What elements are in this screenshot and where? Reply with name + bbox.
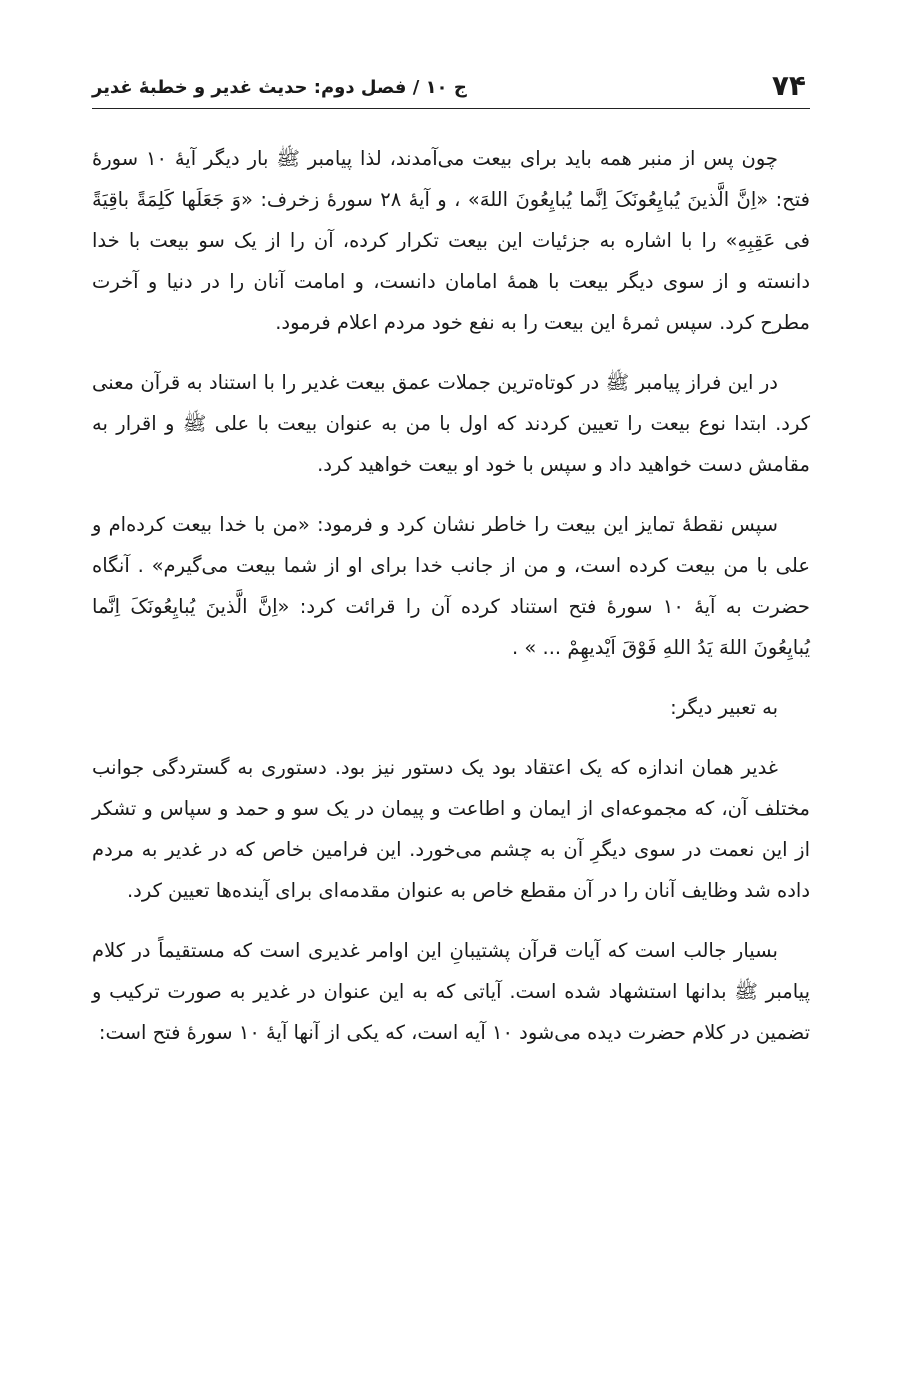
paragraph-pledge-distinction: سپس نقطهٔ تمایز این بیعت را خاطر نشان کرد و فرمود: «من با خدا بیعت کرده‌ام و علی با من بیعت کرده است، و من از جانب خدا برای او از شما بیعت می‌گیرم» . آنگاه حضرت به آیهٔ ۱۰ سورهٔ فتح استناد کرده آن را قرائت کرد: «اِنَّ الَّذینَ یُبایِعُونَکَ اِنَّما یُبایِعُونَ اللهَ یَدُ اللهِ فَوْقَ اَیْدیهِمْ ... » . <box>92 513 810 659</box>
paragraph-in-other-words: به تعبیر دیگر: <box>670 696 778 719</box>
running-header <box>92 68 810 109</box>
paragraph-pledge-verses: چون پس از منبر همه باید برای بیعت می‌آمدند، لذا پیامبر ﷺ بار دیگر آیهٔ ۱۰ سورهٔ فتح: «اِنَّ الَّذینَ یُبایِعُونَکَ اِنَّما یُبایِعُونَ اللهَ» ، و آیهٔ ۲۸ سورهٔ زخرف: «وَ جَعَلَها کَلِمَةً باقِیَةً فی عَقِبِهِ» را با اشاره به جزئیات این بیعت تکرار کرده، آن را از یک سو بیعت با خدا دانسته و از سوی دیگر بیعت با همهٔ امامان دانست، و امامت آنان را در دنیا و آخرت مطرح کرد. سپس ثمرهٔ این بیعت را به نفع خود مردم اعلام فرمود. <box>92 147 810 334</box>
paragraph-quran-verses: بسیار جالب است که آیات قرآن پشتیبانِ این اوامر غدیری است که مستقیماً در کلام پیامبر ﷺ بدانها استشهاد شده است. آیاتی که به این عنوان در غدیر به صورت ترکیب و تضمین در کلام حضرت دیده می‌شود ۱۰ آیه است، که یکی از آنها آیهٔ ۱۰ سورهٔ فتح است: <box>92 939 810 1044</box>
paragraph-ghadir-command: غدیر همان اندازه که یک اعتقاد بود یک دستور نیز بود. دستوری به گستردگی جوانب مختلف آن، که مجموعه‌ای از ایمان و اطاعت و پیمان در یک سو و حمد و سپاس و تشکر از این نعمت در سوی دیگرِ آن به چشم می‌خورد. این فرامین خاص که در غدیر به مردم داده شد وظایف آنان را در آن مقطع خاص به عنوان مقدمه‌ای برای آینده‌ها تعیین کرد. <box>92 756 810 902</box>
body-text <box>92 138 810 1072</box>
running-header-title: ج ۱۰ / فصل دوم: حدیث غدیر و خطبهٔ غدیر <box>92 77 467 98</box>
page-number: ۷۴ <box>771 69 806 102</box>
paragraph-pledge-meaning: در این فراز پیامبر ﷺ در کوتاه‌ترین جملات عمق بیعت غدیر را با استناد به قرآن معنی کرد. ابتدا نوع بیعت را تعیین کردند که اول با من به عنوان بیعت با علی ﷺ و اقرار به مقامش دست خواهید داد و سپس با خود او بیعت خواهید کرد. <box>92 371 810 476</box>
book-page <box>92 0 810 1390</box>
